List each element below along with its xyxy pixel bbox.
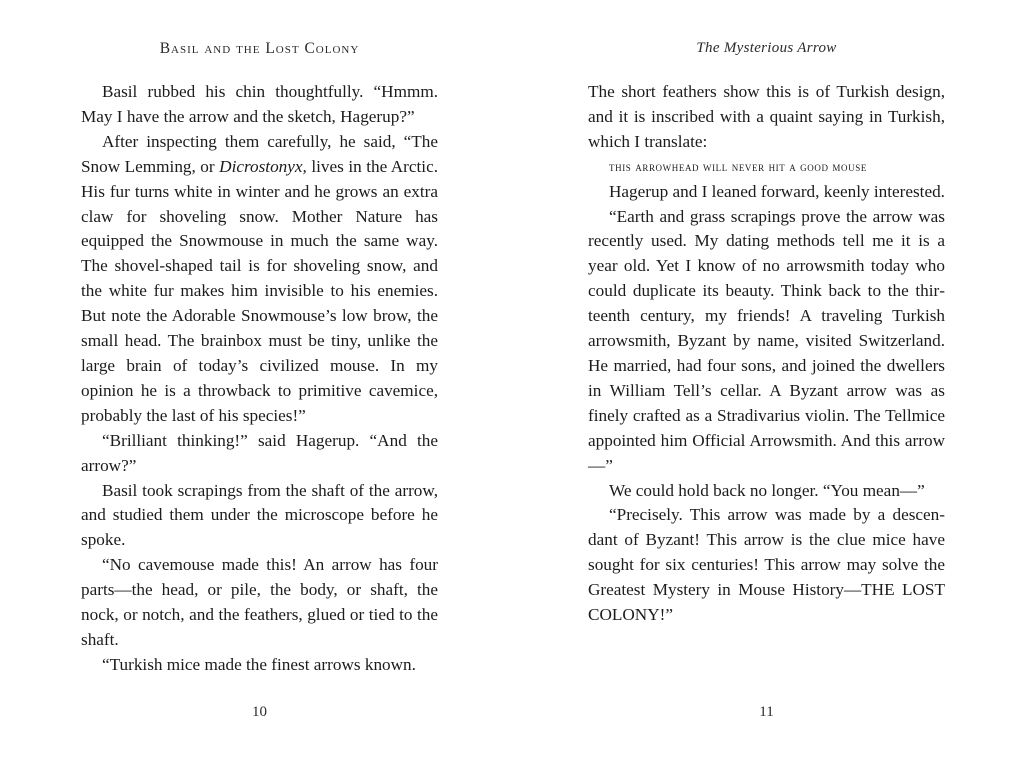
italic-term: Dicrostonyx, xyxy=(219,156,307,176)
paragraph xyxy=(81,130,438,429)
paragraph: “Turkish mice made the finest arrows known. xyxy=(102,654,416,674)
paragraph-text: After inspecting them carefully, he said, “The Snow Lemming, or xyxy=(81,131,438,176)
left-page xyxy=(81,0,438,768)
inscription: this arrowhead will never hit a good mouse xyxy=(609,158,867,174)
right-page xyxy=(588,0,945,768)
running-head-left: Basil and the Lost Colony xyxy=(159,40,360,57)
left-page-body xyxy=(81,80,438,678)
right-page-body xyxy=(588,80,945,628)
paragraph-text: lives in the Arctic. His fur turns white in winter and he grows an extra claw for shoveling snow. Mother Nature has equipped the Snowmouse in much the same way. The shovel-shaped tail is for shoveling snow, and the white fur makes him invisible to his enemies. But note the Adorable Snowmouse’s low brow, the small head. The brainbox must be tiny, unlike the large brain of today’s civilized mouse. In my opinion he is a throwback to primitive cavemice, probably the last of his species!” xyxy=(81,156,439,425)
paragraph: “Earth and grass scrapings prove the arrow was recently used. My dating methods tell me it is a year old. Yet I know of no arrowsmith today who could duplicate its beauty. Think back to the thirteenth century, my friends! A traveling Turkish arrowsmith, Byzant by name, visited Switzerland. He married, had four sons, and joined the dwellers in William Tell’s cellar. A Byzant arrow was as finely crafted as a Stradivarius violin. The Tellmice appointed him Official Arrowsmith. And this arrow—” xyxy=(588,206,945,475)
running-head-right: The Mysterious Arrow xyxy=(696,40,837,56)
paragraph: “No cavemouse made this! An arrow has four parts—the head, or pile, the body, or shaft, the nock, or notch, and the feathers, glued or tied to the shaft. xyxy=(81,555,438,649)
paragraph: “Brilliant thinking!” said Hagerup. “And the arrow?” xyxy=(81,430,438,475)
paragraph: Basil rubbed his chin thoughtfully. “Hmmm. May I have the arrow and the sketch, Hagerup?” xyxy=(81,82,438,126)
paragraph: We could hold back no longer. “You mean—” xyxy=(609,480,925,500)
paragraph: The short feathers show this is of Turkish design, and it is inscribed with a quaint saying in Turkish, which I translate: xyxy=(588,82,945,151)
paragraph: Hagerup and I leaned forward, keenly interested. xyxy=(609,181,945,201)
paragraph: Basil took scrapings from the shaft of the arrow, and studied them under the microscope before he spoke. xyxy=(81,480,438,550)
page-number-left: 10 xyxy=(252,704,267,720)
paragraph: “Precisely. This arrow was made by a descendant of Byzant! This arrow is the clue mice have sought for six centuries! This arrow may solve the Greatest Mystery in Mouse History—THE LOST COLONY!” xyxy=(588,505,945,625)
page-number-right: 11 xyxy=(759,704,774,720)
